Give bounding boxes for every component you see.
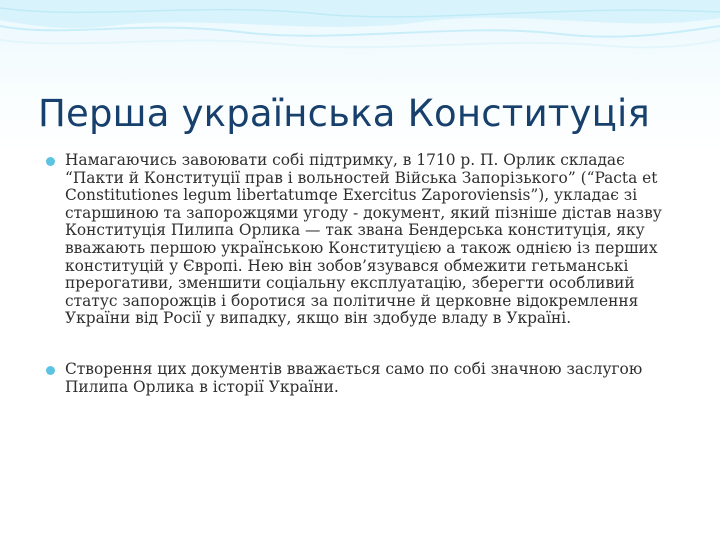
- slide-title: Перша українська Конституція: [38, 92, 650, 135]
- bullet-item: [46, 152, 686, 328]
- bullet-item: [46, 361, 686, 396]
- bullet-dot-icon: [46, 157, 55, 166]
- bullet-dot-icon: [46, 366, 55, 375]
- bullet-list: [46, 152, 686, 396]
- wave-decoration: [0, 0, 720, 70]
- bullet-text: Створення цих документів вважається само по собі значною заслугою Пилипа Орлика в історії України.: [65, 359, 643, 396]
- bullet-text: Намагаючись завоювати собі підтримку, в 1710 р. П. Орлик складає “Пакти й Конституції прав і вольностей Війська Запорізького” (“Pacta et Constitutiones legum libertatumqe Exercitus Zaporoviensis”), укладає зі старшиною та запорожцями угоду - документ, який пізніше дістав назву Конституція Пилипа Орлика — так звана Бендерська конституція, яку вважають першою українською Конституцією а також однією із перших конституцій у Європі. Нею він зобов’язувався обмежити гетьманські прерогативи, зменшити соціальну експлуатацію, зберегти особливий статус запорожців і боротися за політичне й церковне відокремлення України від Росії у випадку, якщо він здобуде владу в Україні.: [65, 151, 662, 328]
